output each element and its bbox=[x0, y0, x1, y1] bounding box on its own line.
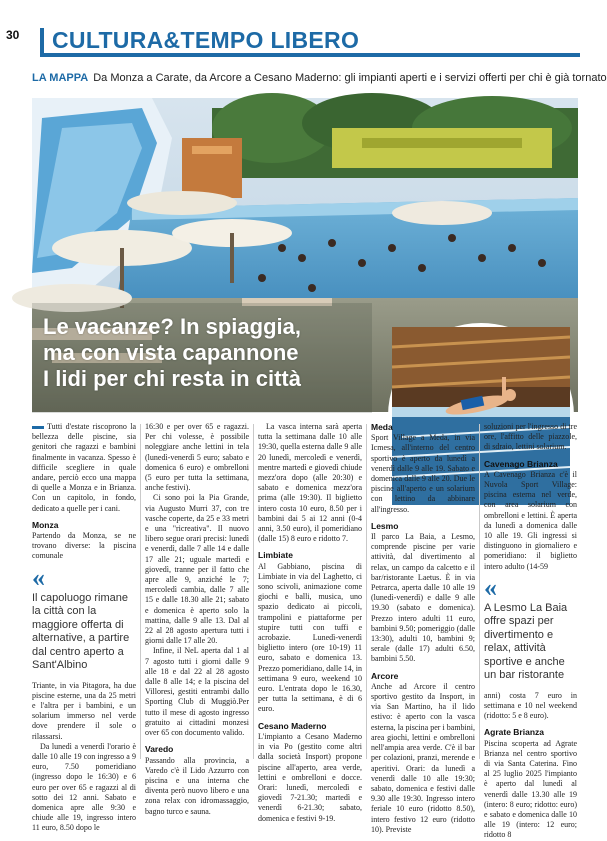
col2-heading-varedo: Varedo bbox=[145, 744, 174, 755]
page-header bbox=[0, 22, 580, 60]
col3-paragraph-2: Al Gabbiano, piscina di Limbiate in via del Laghetto, ci sono scivoli, animazione come giochi e balli, musica, uno spazio dedicato ai piccoli, trampolini e piattaforme per stupire tutti con tuffi e acrobazie. Lunedì-venerdì biglietto intero (ore 10-19) 11 euro, sabato e domenica 13. Prezzo pomeridiano, dalle 14, in settimana 9 euro, weekend 10 euro. L'entrata dopo le 16.30, per tutta la settimana, è di 6 euro. bbox=[258, 561, 362, 714]
subtitle-kicker: LA MAPPA bbox=[32, 72, 89, 84]
column-divider bbox=[366, 424, 367, 759]
quote-mark-icon: « bbox=[484, 572, 497, 602]
col4-heading-meda: Meda bbox=[371, 422, 393, 432]
column-divider bbox=[479, 424, 480, 759]
col5-paragraph-2: A Cavenago Brianza c'è il Nuvola Sport Village: piscina esterna nel verde, con area solarium con ombrelloni e lettini. È aperta da lunedì a domenica dalle 10 alle 19. Gli ingressi si distinguono in giornaliero e pomeridiano: il biglietto intero adulto (14-59 bbox=[484, 469, 577, 571]
article-headline bbox=[43, 314, 301, 392]
col3-heading-limbiate: Limbiate bbox=[258, 550, 293, 561]
col4-paragraph-3: Anche ad Arcore il centro sportivo gestito da Insport, in via San Martino, ha il lido estivo: è aperto con la vasca esterna, la piscina per i bambini, area giochi, lettini e ombrelloni nell'ampia area verde. C'è il bar per colazioni, pranzi, merende e aperitivi. Orari: da lunedì a venerdì dalle 10 alle 19:30; sabato, domenica e festivi dalle 9.30 alle 19:30. Ingresso intero feriale 10 euro (ridotto 8.50), intero festivo 12 euro (ridotto 10). Previste bbox=[371, 681, 475, 834]
article-column-5-content bbox=[484, 422, 577, 841]
col3-paragraph-1: La vasca interna sarà aperta tutta la settimana dalle 10 alle 19:30, quella esterna dalle 9 alle 20 lunedì, mercoledì e venerdì, mentre martedì e giovedì chiude mezz'ora dopo (alle 20:30) e sabato e domenica mezz'ora prima (alle 19:30). Il biglietto intero costa 10 euro, 8.50 per i bambini dai 5 ai 12 anni (0-4 anni, 3.50 euro), il pomeridiano (dalle 15) 8 euro e ridotto 7. bbox=[258, 422, 362, 544]
article-column-2 bbox=[145, 422, 249, 817]
col5-paragraph-3: anni) costa 7 euro in settimana e 10 nel weekend (ridotto: 5 e 8 euro). bbox=[484, 690, 577, 721]
section-title-left: CULTURA bbox=[52, 27, 164, 53]
quote-mark-icon: « bbox=[32, 562, 45, 592]
col2-paragraph-3: Infine, il NeL aperta dal 1 al 7 agosto tutti i giorni dalle 9 alle 18 e dal 22 al 28 agosto dalle 8 alle 14; e la piscina del Villoresi, gestiti entrambi dallo Sporting Club di Muggiò.Per tutto il mese di agosto ingresso gratuito ai cittadini monzesi over 65 con documento valido. bbox=[145, 646, 249, 738]
article-column-3 bbox=[258, 422, 362, 824]
col4-heading-lesmo: Lesmo bbox=[371, 520, 399, 531]
col3-paragraph-3: L'impianto a Cesano Maderno in via Po (gestito come altri dalla società Insport) propone piscine all'aperto, area verde, lettini e ombrelloni e docce. Orari: lunedì, mercoledì e giovedì 7-21.30; martedì e venerdì 6-21.30; sabato, domenica e festivi 9-19. bbox=[258, 731, 362, 823]
col5-paragraph-1: soluzioni per l'ingresso di tre ore, l'affitto delle piazzole, di sdraio, lettini solarium. bbox=[484, 422, 577, 452]
col1-paragraph-4: Da lunedì a venerdì l'orario è dalle 10 alle 19 con ingresso a 9 euro, 7.50 pomeridiano (ingresso dopo le 16:30) e 6 euro per over 65 e ragazzi al di sotto dei 12 anni. Sabato e domenica apre alle 9:30 e chiude alle 19, ingresso intero 11 euro, 8.50 dopo le bbox=[32, 741, 136, 833]
col4-heading-arcore: Arcore bbox=[371, 670, 399, 681]
col2-paragraph-1: 16:30 e per over 65 e ragazzi. Per chi volesse, è possibile noleggiare anche lettini in tela (lunedì-venerdì 5 euro; sabato e domenica 6 euro) e ombrelloni (5 euro per tutta la settimana, anche festivi). bbox=[145, 422, 249, 493]
section-title bbox=[52, 27, 359, 54]
article-subtitle bbox=[32, 72, 607, 84]
col5-pull-quote bbox=[484, 572, 577, 683]
headline-line-1: Le vacanze? In spiaggia, bbox=[43, 314, 301, 339]
col2-paragraph-4: Passando alla provincia, a Varedo c'è il Lido Azzurro con piscina e una interna che diventa però nuovo libero e una zona relax con idromassaggio, bagno turco e sauna. bbox=[145, 755, 249, 816]
section-title-amp: & bbox=[163, 27, 181, 53]
col5-paragraph-4: Piscina scoperta ad Agrate Brianza nel centro sportivo di via Santa Caterina. Fino al 25 luglio 2025 l'impianto è aperto dal lunedì al venerdì dalle 13.30 alle 19 (intero: 8 euro; ridotto: euro) e sabato e domenica dalle 10 alle 19 (intero: 12 euro; ridotto 8 bbox=[484, 738, 577, 840]
article-column-1 bbox=[32, 422, 136, 834]
col5-heading-cavenago: Cavenago Brianza bbox=[484, 458, 558, 469]
col1-pull-quote-text: Il capoluogo rimane la città con la maggiore offerta di alternative, a partire dal centro aperto a Sant'Albino bbox=[32, 591, 130, 672]
column-divider bbox=[253, 424, 254, 759]
col4-paragraph-2: Il parco La Baia, a Lesmo, comprende piscine per varie attività, dal divertimento al relax, un campo da calcetto e il bar/ristorante Laetus. È in via Petrarca, aperta dalle 10 alle 19 (lunedì-venerdì) e dalle 9 alle 19.30 (sabato e domenica). Prezzo intero adulti 11 euro, bambini 9.50; pomeriggio (dalle 13:30), adulti 10, bambini 9; serale (dalle 17) adulti 6.50, bambini 5.50. bbox=[371, 532, 475, 664]
main-photo bbox=[32, 98, 578, 412]
col3-heading-cesano: Cesano Maderno bbox=[258, 720, 327, 731]
col5-heading-agrate: Agrate Brianza bbox=[484, 727, 544, 738]
subtitle-text: Da Monza a Carate, da Arcore a Cesano Maderno: gli impianti aperti e i servizi offerti per chi è già tornato bbox=[93, 72, 607, 84]
col1-paragraph-3: Triante, in via Pitagora, ha due piscine esterne, una da 25 metri e l'altra per i bambini, e un solarium immerso nel verde dove prendere il sole o rilassarsi. bbox=[32, 680, 136, 741]
header-rule bbox=[40, 53, 580, 57]
col1-pull-quote bbox=[32, 562, 136, 673]
col1-heading-monza: Monza bbox=[32, 519, 59, 530]
col5-pull-quote-text: A Lesmo La Baia offre spazi per divertimento e relax, attività sportive e anche un bar ristorante bbox=[484, 601, 568, 682]
col2-paragraph-2: Ci sono poi la Pia Grande, via Augusto Murri 37, con tre vasche coperte, da 25 e 33 metri e una "ricreativa". Il nuovo libero segue orari precisi: lunedì e venerdì, dalle 7 alle 14 e dalle 17 alle 21; uguale martedì e giovedì, tranne per il fatto che apre alle 9, anziché le 7; mercoledì cambia, dalle 7 alle 15 e dalle 18.30 alle 21; sabato e domenica è aperto solo la mattina, dalle 9 alle 13. Dal al 22 al 28 agosto apertura tutti i giorni dalle 17 alle 20. bbox=[145, 493, 249, 646]
article-column-4 bbox=[371, 422, 475, 835]
headline-line-2: ma con vista capannone bbox=[43, 340, 299, 365]
section-title-right: TEMPO LIBERO bbox=[180, 27, 360, 53]
col1-paragraph-2: Partendo da Monza, se ne trovano diverse: la piscina comunale bbox=[32, 531, 136, 561]
column-divider bbox=[140, 424, 141, 759]
col1-paragraph-1: Tutti d'estate riscoprono la bellezza delle piscine, sia genitori che ragazzi e bambini finalmente in vacanza. Spesso è difficile scegliere in quale andare, perciò ecco una mappa di quelle a Monza e in Brianza. Con un capitolo, in fondo, dedicato a quelle per i cani. bbox=[32, 422, 136, 513]
col4-paragraph-1: Sport Village a Meda, in via Icmesa, all'interno del centro sportivo è aperto da lunedì a venerdì dalle 9 alle 19. Sabato e domenica dalle 9 alle 20. Due le piscine all'aperto e un solarium con lettino da abbinare all'ingresso. bbox=[371, 433, 475, 514]
headline-line-3: I lidi per chi resta in città bbox=[43, 366, 301, 391]
page-number: 30 bbox=[6, 28, 20, 42]
